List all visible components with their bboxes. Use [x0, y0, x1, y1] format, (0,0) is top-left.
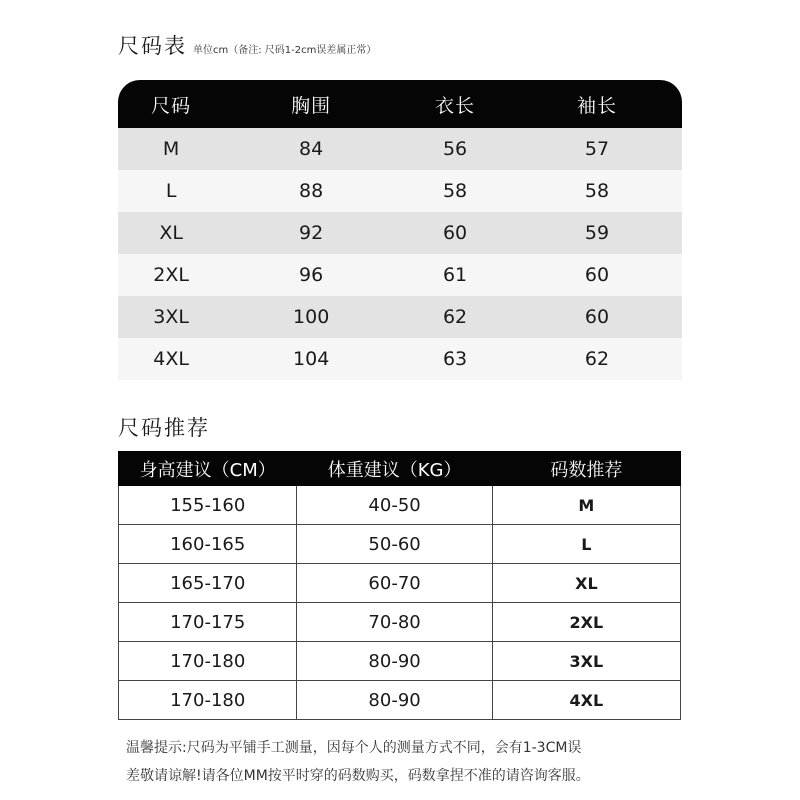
sleeve-cell: 60 — [584, 306, 610, 328]
header-sleeve: 袖长 — [576, 94, 617, 117]
size-cell: L — [165, 180, 177, 202]
header-size: 尺码 — [151, 94, 192, 117]
sleeve-cell: 57 — [584, 138, 610, 160]
length-cell: 56 — [442, 138, 468, 160]
sleeve-cell: 59 — [584, 222, 610, 244]
height-cell: 160-165 — [119, 525, 297, 564]
size-row — [118, 296, 682, 338]
weight-cell: 40-50 — [297, 486, 492, 525]
height-cell: 170-180 — [119, 681, 297, 720]
weight-cell: 50-60 — [297, 525, 492, 564]
size-cell: M — [162, 138, 180, 160]
size-chart-note: 单位cm（备注: 尺码1-2cm误差属正常） — [193, 45, 377, 56]
size-chart — [118, 80, 682, 380]
length-cell: 60 — [442, 222, 468, 244]
size-cell: 3XL — [153, 306, 189, 328]
header-height: 身高建议（CM） — [119, 452, 297, 486]
size-rec-cell: 2XL — [492, 603, 680, 642]
sleeve-cell: 58 — [584, 180, 610, 202]
header-size-rec: 码数推荐 — [492, 452, 680, 486]
table-row — [119, 642, 681, 681]
chest-cell: 96 — [299, 264, 324, 286]
height-cell: 170-175 — [119, 603, 297, 642]
size-cell: XL — [159, 222, 183, 244]
size-rec-cell: M — [492, 486, 680, 525]
length-cell: 63 — [442, 348, 468, 370]
table-row — [119, 681, 681, 720]
size-row — [118, 212, 682, 254]
length-cell: 61 — [442, 264, 468, 286]
length-cell: 58 — [442, 180, 468, 202]
tip-line-1: 温馨提示:尺码为平铺手工测量，因每个人的测量方式不同，会有1-3CM误 — [126, 740, 582, 756]
weight-cell: 70-80 — [297, 603, 492, 642]
length-cell: 62 — [442, 306, 468, 328]
size-rec-cell: 4XL — [492, 681, 680, 720]
size-row — [118, 338, 682, 380]
chest-cell: 92 — [299, 222, 324, 244]
tip-line-2: 差敬请谅解!请各位MM按平时穿的码数购买，码数拿捏不准的请咨询客服。 — [126, 768, 590, 784]
sleeve-cell: 60 — [584, 264, 610, 286]
weight-cell: 60-70 — [297, 564, 492, 603]
size-row — [118, 254, 682, 296]
measurement-tip — [126, 734, 686, 790]
height-cell: 170-180 — [119, 642, 297, 681]
recommendation-header — [119, 452, 681, 486]
size-rec-cell: XL — [492, 564, 680, 603]
chest-cell: 88 — [299, 180, 324, 202]
size-rec-cell: L — [492, 525, 680, 564]
recommendation-table — [118, 451, 681, 720]
header-chest: 胸围 — [291, 94, 332, 117]
height-cell: 155-160 — [119, 486, 297, 525]
table-row — [119, 603, 681, 642]
size-rec-cell: 3XL — [492, 642, 680, 681]
recommendation-title: 尺码推荐 — [118, 416, 210, 440]
size-chart-title-bar — [118, 30, 376, 60]
chest-cell: 104 — [293, 348, 330, 370]
height-cell: 165-170 — [119, 564, 297, 603]
table-row — [119, 486, 681, 525]
header-weight: 体重建议（KG） — [297, 452, 492, 486]
size-cell: 4XL — [153, 348, 189, 370]
size-chart-header — [118, 80, 682, 128]
weight-cell: 80-90 — [297, 681, 492, 720]
size-row — [118, 170, 682, 212]
weight-cell: 80-90 — [297, 642, 492, 681]
header-length: 衣长 — [435, 94, 476, 117]
size-row — [118, 128, 682, 170]
size-chart-title: 尺码表 — [118, 34, 187, 58]
table-row — [119, 525, 681, 564]
sleeve-cell: 62 — [584, 348, 610, 370]
chest-cell: 84 — [299, 138, 324, 160]
table-row — [119, 564, 681, 603]
chest-cell: 100 — [293, 306, 330, 328]
size-cell: 2XL — [153, 264, 189, 286]
